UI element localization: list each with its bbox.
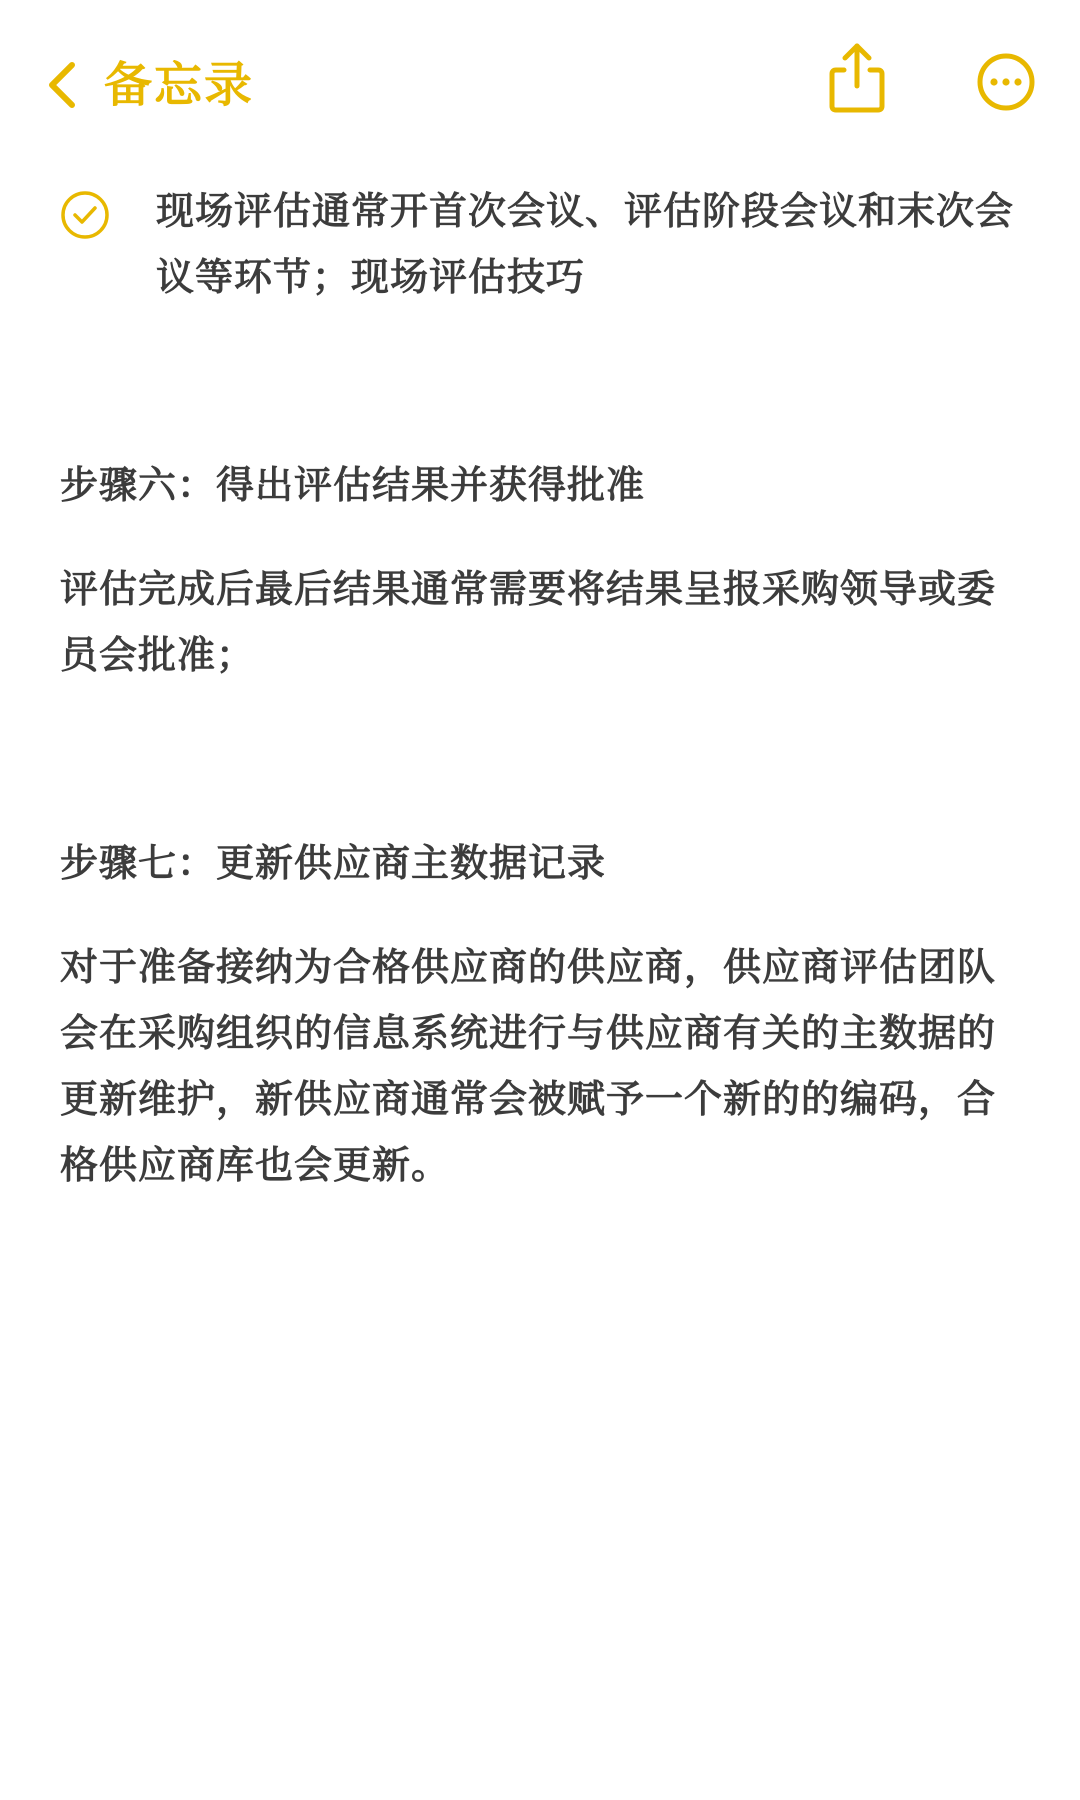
ellipsis-circle-icon[interactable] bbox=[976, 52, 1036, 112]
checkmark-circle-icon[interactable] bbox=[60, 190, 110, 240]
step6-heading[interactable]: 步骤六：得出评估结果并获得批准 bbox=[60, 463, 646, 507]
chevron-left-icon bbox=[42, 57, 82, 113]
share-icon[interactable] bbox=[826, 40, 888, 114]
checklist-item-text[interactable]: 现场评估通常开首次会议、评估阶段会议和末次会议等环节；现场评估技巧 bbox=[156, 189, 1015, 299]
back-button[interactable] bbox=[42, 50, 254, 120]
step7-heading[interactable]: 步骤七：更新供应商主数据记录 bbox=[60, 841, 607, 885]
step7-body[interactable]: 对于准备接纳为合格供应商的供应商，供应商评估团队会在采购组织的信息系统进行与供应商有关的主数据的更新维护，新供应商通常会被赋予一个新的的编码，合格供应商库也会更新。 bbox=[60, 945, 997, 1187]
back-label: 备忘录 bbox=[104, 57, 255, 113]
navigation-bar bbox=[0, 0, 1080, 170]
step6-body[interactable]: 评估完成后最后结果通常需要将结果呈报采购领导或委员会批准； bbox=[60, 567, 997, 677]
